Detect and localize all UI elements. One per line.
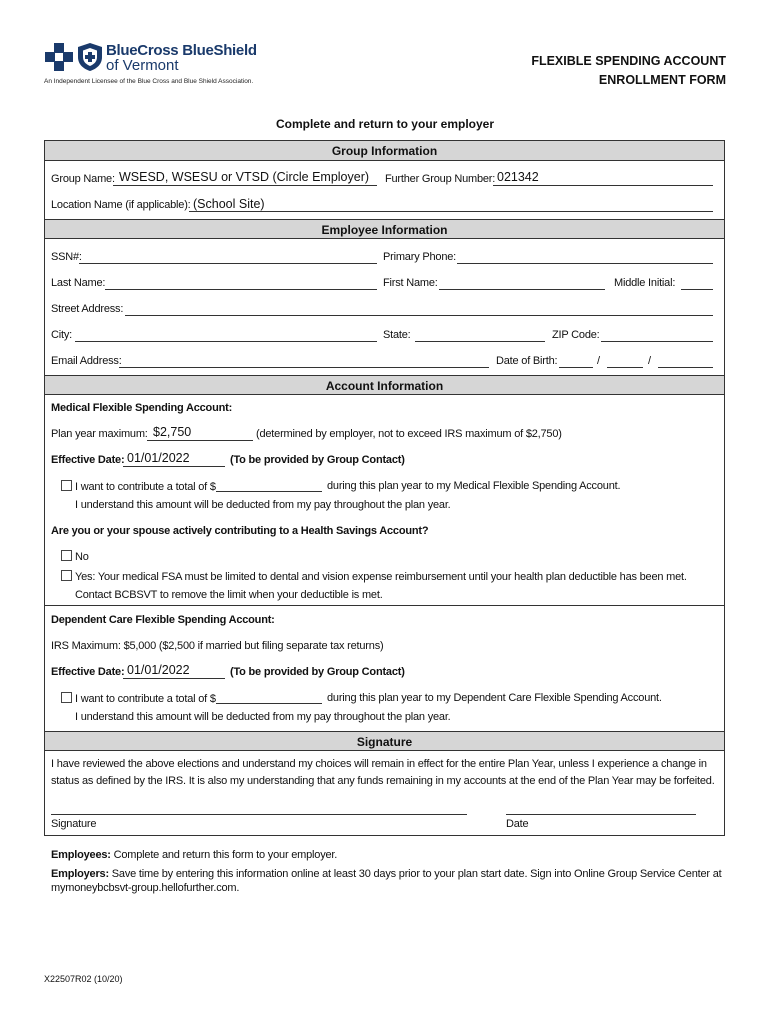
plan-max-note: (determined by employer, not to exceed IRS maximum of $2,750) xyxy=(256,428,562,440)
middle-initial-label: Middle Initial: xyxy=(614,277,676,289)
licensee-note: An Independent Licensee of the Blue Cross and Blue Shield Association. xyxy=(44,78,254,85)
hsa-yes-label: Yes: Your medical FSA must be limited to dental and vision expense reimbursement until your health plan deductible has been met. xyxy=(75,571,687,583)
primary-phone-field[interactable] xyxy=(457,263,713,264)
irs-maximum: IRS Maximum: $5,000 ($2,500 if married but filing separate tax returns) xyxy=(51,640,384,652)
medical-understand-text: I understand this amount will be deducted from my pay throughout the plan year. xyxy=(75,499,451,511)
dep-effective-date-note: (To be provided by Group Contact) xyxy=(230,666,405,678)
date-label: Date xyxy=(506,818,529,830)
dep-effective-date-label: Effective Date: xyxy=(51,666,125,678)
brand-sub: of Vermont xyxy=(106,57,179,74)
email-field[interactable] xyxy=(119,367,489,368)
hsa-yes-option xyxy=(61,570,687,583)
dependent-contribution-checkbox[interactable] xyxy=(61,692,72,703)
effective-date-label: Effective Date: xyxy=(51,454,125,466)
group-name-label: Group Name: xyxy=(51,173,115,185)
city-label: City: xyxy=(51,329,73,341)
location-field[interactable] xyxy=(189,211,713,212)
dep-effective-date-value: 01/01/2022 xyxy=(127,663,190,677)
further-group-label: Further Group Number: xyxy=(385,173,496,185)
hsa-no-label: No xyxy=(75,551,89,563)
dob-year-field[interactable] xyxy=(658,367,713,368)
plan-max-value: $2,750 xyxy=(153,425,192,439)
employees-label: Employees: xyxy=(51,849,111,861)
employees-note xyxy=(51,849,337,861)
section-divider xyxy=(45,605,724,606)
blue-cross-icon xyxy=(44,42,74,72)
dependent-fsa-title: Dependent Care Flexible Spending Account: xyxy=(51,614,275,626)
dependent-contribution-row xyxy=(61,692,216,705)
primary-phone-label: Primary Phone: xyxy=(383,251,457,263)
city-field[interactable] xyxy=(75,341,377,342)
last-name-label: Last Name: xyxy=(51,277,106,289)
section-employee-information: Employee Information xyxy=(45,219,724,239)
zip-field[interactable] xyxy=(601,341,713,342)
enrollment-form xyxy=(44,140,725,836)
email-label: Email Address: xyxy=(51,355,122,367)
signature-statement-2: status as defined by the IRS. It is also my understanding that any funds remaining in my accounts at the end of the Plan Year may be forfeited. xyxy=(51,775,715,787)
effective-date-note: (To be provided by Group Contact) xyxy=(230,454,405,466)
dob-day-field[interactable] xyxy=(607,367,643,368)
hsa-no-checkbox[interactable] xyxy=(61,550,72,561)
ssn-field[interactable] xyxy=(79,263,377,264)
effective-date-value: 01/01/2022 xyxy=(127,451,190,465)
employers-url[interactable]: mymoneybcbsvt-group.hellofurther.com. xyxy=(51,882,240,894)
dob-month-field[interactable] xyxy=(559,367,593,368)
plan-max-label: Plan year maximum: xyxy=(51,428,148,440)
state-field[interactable] xyxy=(415,341,545,342)
group-name-value: WSESD, WSESU or VTSD (Circle Employer) xyxy=(119,170,370,184)
instruction: Complete and return to your employer xyxy=(275,117,495,131)
dob-label: Date of Birth: xyxy=(496,355,558,367)
title-line-2: ENROLLMENT FORM xyxy=(598,73,726,87)
dob-slash-2: / xyxy=(648,355,651,367)
employers-label: Employers: xyxy=(51,868,109,880)
signature-label: Signature xyxy=(51,818,97,830)
title-line-1: FLEXIBLE SPENDING ACCOUNT xyxy=(531,54,726,68)
shield-logo xyxy=(77,42,103,72)
form-code: X22507R02 (10/20) xyxy=(44,974,123,984)
signature-statement-1: I have reviewed the above elections and understand my choices will remain in effect for the entire Plan Year, unless I experience a change in xyxy=(51,758,707,770)
further-group-field[interactable] xyxy=(493,185,713,186)
plan-max-field[interactable] xyxy=(147,440,253,441)
employers-note xyxy=(51,868,721,880)
blue-shield-icon xyxy=(77,42,103,72)
hsa-no-option xyxy=(61,550,89,563)
first-name-field[interactable] xyxy=(439,289,605,290)
state-label: State: xyxy=(383,329,411,341)
employees-text: Complete and return this form to your employer. xyxy=(113,849,338,861)
dependent-contribution-text-a: I want to contribute a total of $ xyxy=(75,693,216,705)
medical-contribution-text-a: I want to contribute a total of $ xyxy=(75,481,216,493)
hsa-yes-checkbox[interactable] xyxy=(61,570,72,581)
medical-contribution-amount-field[interactable] xyxy=(216,491,322,492)
brand-name: BlueCross BlueShield xyxy=(106,42,257,59)
section-group-information: Group Information xyxy=(45,141,724,161)
logo xyxy=(44,42,74,72)
signature-field[interactable] xyxy=(51,814,467,815)
dependent-understand-text: I understand this amount will be deducted from my pay throughout the plan year. xyxy=(75,711,451,723)
group-name-field[interactable] xyxy=(113,185,377,186)
medical-contribution-checkbox[interactable] xyxy=(61,480,72,491)
section-signature: Signature xyxy=(45,731,724,751)
location-label: Location Name (if applicable): xyxy=(51,199,191,211)
medical-fsa-title: Medical Flexible Spending Account: xyxy=(51,402,233,414)
location-value: (School Site) xyxy=(193,197,265,211)
last-name-field[interactable] xyxy=(105,289,377,290)
employers-text: Save time by entering this information online at least 30 days prior to your plan start date. Sign into Online Group Service Center at xyxy=(111,868,722,880)
street-field[interactable] xyxy=(125,315,713,316)
section-account-information: Account Information xyxy=(45,375,724,395)
street-label: Street Address: xyxy=(51,303,124,315)
hsa-question: Are you or your spouse actively contributing to a Health Savings Account? xyxy=(51,525,429,537)
middle-initial-field[interactable] xyxy=(681,289,713,290)
document-title xyxy=(531,52,726,90)
dob-slash-1: / xyxy=(597,355,600,367)
effective-date-field[interactable] xyxy=(123,466,225,467)
hsa-yes-continued: Contact BCBSVT to remove the limit when your deductible is met. xyxy=(75,589,383,601)
further-group-value: 021342 xyxy=(497,170,539,184)
dependent-contribution-amount-field[interactable] xyxy=(216,703,322,704)
dependent-contribution-text-b: during this plan year to my Dependent Care Flexible Spending Account. xyxy=(327,692,662,704)
dep-effective-date-field[interactable] xyxy=(123,678,225,679)
medical-contribution-text-b: during this plan year to my Medical Flexible Spending Account. xyxy=(327,480,621,492)
date-field[interactable] xyxy=(506,814,696,815)
zip-label: ZIP Code: xyxy=(552,329,600,341)
ssn-label: SSN#: xyxy=(51,251,82,263)
medical-contribution-row xyxy=(61,480,216,493)
first-name-label: First Name: xyxy=(383,277,438,289)
